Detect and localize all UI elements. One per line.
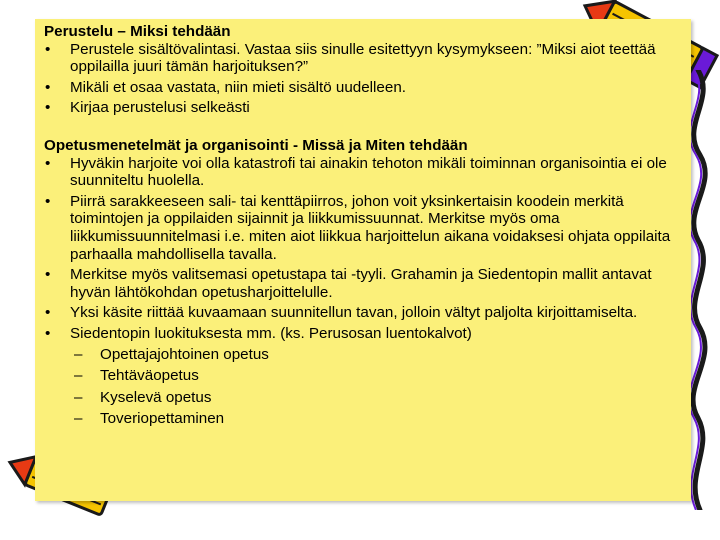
- list-item: [44, 266, 684, 301]
- dash-icon: –: [74, 345, 83, 363]
- bullet-icon: •: [45, 99, 51, 117]
- bullet-icon: •: [45, 304, 51, 322]
- sub-list-item: [70, 389, 684, 407]
- sub-list-item: [70, 346, 684, 364]
- section-heading: Perustelu – Miksi tehdään: [44, 23, 231, 40]
- list-item: [44, 304, 684, 322]
- bullet-icon: •: [45, 78, 51, 96]
- bullet-text: Piirrä sarakkeeseen sali- tai kenttäpiirros, johon voit yksinkertaisin koodein merkitä toimintojen ja oppilaiden sijainnit ja liikkumissuunnat. Merkitse myös oma liikkumissuunnitelmasi i.e. miten aiot liikkua harjoittelun aikana voidaksesi ohjata oppilaita parhaalla mahdollisella tavalla.: [70, 192, 671, 263]
- bullet-icon: •: [45, 266, 51, 284]
- bullet-text: Yksi käsite riittää kuvaamaan suunnitellun tavan, jolloin vältyt paljolta kirjoittamiselta.: [70, 304, 638, 322]
- sub-item-text: Opettajajohtoinen opetus: [100, 345, 269, 363]
- sub-list: [70, 346, 684, 428]
- sub-list-item: [70, 367, 684, 385]
- bullet-text: Kirjaa perustelusi selkeästi: [70, 99, 250, 117]
- list-item: [44, 155, 684, 190]
- section-heading: Opetusmenetelmät ja organisointi - Missä ja Miten tehdään: [44, 136, 468, 154]
- sub-item-text: Kyselevä opetus: [100, 388, 212, 406]
- list-item: [44, 99, 684, 117]
- bullet-icon: •: [45, 40, 51, 58]
- bullet-text: Hyväkin harjoite voi olla katastrofi tai ainakin tehoton mikäli toiminnan organisointia ei ole suunniteltu huolella.: [70, 154, 667, 190]
- slide-content: [44, 23, 684, 432]
- bullet-text: Siedentopin luokituksesta mm. (ks. Perusosan luentokalvot): [70, 324, 472, 342]
- bullet-text: Mikäli et osaa vastata, niin mieti sisältö uudelleen.: [70, 78, 406, 96]
- bullet-text: Merkitse myös valitsemasi opetustapa tai -tyyli. Grahamin ja Siedentopin mallit antavat hyvän lähtökohdan opetusharjoittelulle.: [70, 266, 652, 301]
- bullet-icon: •: [45, 324, 51, 342]
- dash-icon: –: [74, 388, 83, 406]
- list-item: [44, 193, 684, 263]
- sub-item-text: Toveriopettaminen: [100, 410, 225, 428]
- sub-list-item: [70, 410, 684, 428]
- dash-icon: –: [74, 367, 83, 385]
- bullet-icon: •: [45, 192, 51, 210]
- dash-icon: –: [74, 410, 83, 428]
- list-item: [44, 79, 684, 97]
- bullet-list: [44, 41, 684, 117]
- bullet-list: [44, 155, 684, 428]
- bullet-text: Perustele sisältövalintasi. Vastaa siis sinulle esitettyyn kysymykseen: ”Miksi aiot teettää oppilailla juuri tämän harjoituksen?”: [70, 40, 656, 76]
- list-item: [44, 41, 684, 76]
- bullet-icon: •: [45, 154, 51, 172]
- list-item: [44, 325, 684, 428]
- sub-item-text: Tehtäväopetus: [100, 367, 199, 385]
